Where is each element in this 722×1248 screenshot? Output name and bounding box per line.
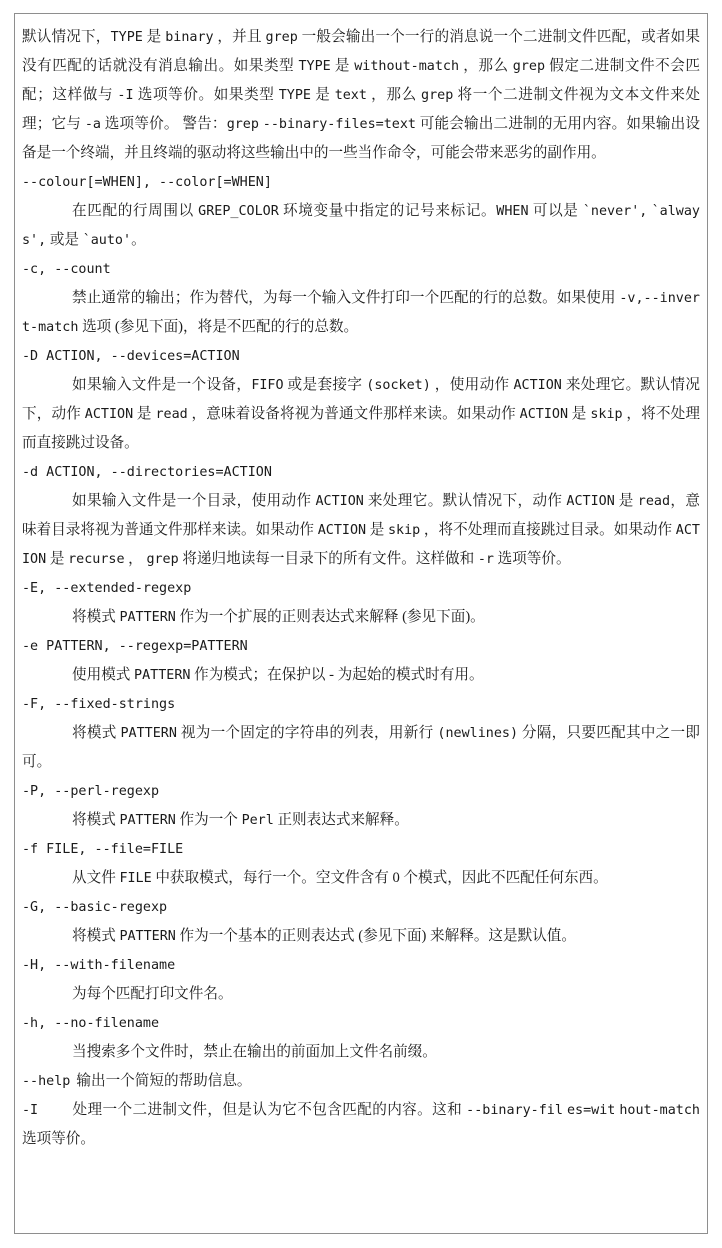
option-header-directories: -d ACTION, --directories=ACTION [22, 465, 272, 480]
option-header-perl-regexp: -P, --perl-regexp [22, 784, 160, 799]
inline-code: FILE [119, 871, 152, 886]
option-inline-help [22, 1067, 700, 1096]
option-description-colour: 在匹配的行周围以 GREP_COLOR 环境变量中指定的记号来标记。WHEN 可以是 `never', `always', 或是 `auto'。 [22, 203, 700, 248]
inline-code: text [334, 88, 367, 103]
inline-code: PATTERN [119, 610, 176, 625]
option-description-no-filename: 当搜索多个文件时，禁止在输出的前面加上文件名前缀。 [72, 1044, 437, 1060]
option-header-count: -c, --count [22, 262, 111, 277]
inline-code: grep [146, 552, 179, 567]
inline-code: ACTION [315, 494, 364, 509]
inline-code: Perl [241, 813, 274, 828]
inline-code: PATTERN [119, 813, 176, 828]
option-description-basic-regexp: 将模式 PATTERN 作为一个基本的正则表达式 (参见下面) 来解释。这是默认值。 [72, 928, 576, 944]
inline-code: recurse [68, 552, 125, 567]
inline-code: binary [165, 30, 214, 45]
option-description-regexp: 使用模式 PATTERN 作为模式；在保护以 - 为起始的模式时有用。 [72, 667, 484, 683]
inline-code: WHEN [496, 204, 529, 219]
inline-code: `auto' [82, 233, 132, 248]
inline-code: --binary-files=text [262, 117, 416, 132]
inline-code: PATTERN [120, 726, 177, 741]
option-header-regexp: -e PATTERN, --regexp=PATTERN [22, 639, 248, 654]
option-description-perl-regexp: 将模式 PATTERN 作为一个 Perl 正则表达式来解释。 [72, 812, 409, 828]
option-description-devices: 如果输入文件是一个设备，FIFO 或是套接字 (socket) ，使用动作 ACTION 来处理它。默认情况下，动作 ACTION 是 read ，意味着设备将视为普通文件那样来读。如果动作 ACTION 是 skip ，将不处理而直接跳过设备。 [22, 377, 700, 451]
paragraph-binary-files: 默认情况下，TYPE 是 binary ，并且 grep 一般会输出一个一行的消息说一个二进制文件匹配，或者如果没有匹配的话就没有消息输出。如果类型 TYPE 是 without-match ，那么 grep 假定二进制文件不会匹配；这样做与 -I 选项等价。如果类型 TYPE 是 text ，那么 grep 将一个二进制文件视为文本文件来处理；它与 -a 选项等价。 警告：grep --binary-files=text 可能会输出二进制的无用内容。如果输出设备是一个终端，并且终端的驱动将这些输出中的一些当作命令，可能会带来恶劣的副作用。 [22, 29, 701, 161]
inline-code: ACTION [566, 494, 615, 509]
option-header-no-filename: -h, --no-filename [22, 1016, 160, 1031]
inline-code: (socket) [366, 378, 431, 393]
inline-code: without-match [354, 59, 460, 74]
inline-code: PATTERN [134, 668, 191, 683]
option-description-directories: 如果输入文件是一个目录，使用动作 ACTION 来处理它。默认情况下，动作 ACTION 是 read，意味着目录将视为普通文件那样来读。如果动作 ACTION 是 skip ，将不处理而直接跳过目录。如果动作 ACTION 是 recurse ， grep 将递归地读每一目录下的所有文件。这样做和 -r 选项等价。 [22, 493, 700, 567]
option-description-count: 禁止通常的输出；作为替代，为每一个输入文件打印一个匹配的行的总数。如果使用 -v,--invert-match 选项 (参见下面)，将是不匹配的行的总数。 [22, 290, 700, 335]
option-description-file: 从文件 FILE 中获取模式，每行一个。空文件含有 0 个模式，因此不匹配任何东西。 [72, 870, 608, 886]
option-header-file: -f FILE, --file=FILE [22, 842, 184, 857]
inline-code: ACTION [22, 523, 700, 567]
inline-code: ACTION [317, 523, 367, 538]
option-description-fixed-strings: 将模式 PATTERN 视为一个固定的字符串的列表，用新行 (newlines) 分隔，只要匹配其中之一即可。 [22, 725, 700, 770]
inline-code: grep [421, 88, 454, 103]
document-body [15, 14, 707, 1154]
document-page-frame [14, 13, 708, 1234]
option-flag-capital-i: -I [22, 1103, 39, 1118]
inline-code: `never', [582, 204, 648, 219]
inline-code: (newlines) [437, 726, 519, 741]
inline-code: ACTION [513, 378, 562, 393]
option-header-extended-regexp: -E, --extended-regexp [22, 581, 192, 596]
option-header-devices: -D ACTION, --devices=ACTION [22, 349, 240, 364]
inline-code: read [637, 494, 671, 509]
option-description-capital-i: 处理一个二进制文件，但是认为它不包含匹配的内容。这和 --binary-fil es=wit hout-match 选项等价。 [22, 1102, 700, 1147]
option-header-basic-regexp: -G, --basic-regexp [22, 900, 168, 915]
inline-code: skip [590, 407, 623, 422]
inline-code: FIFO [251, 378, 284, 393]
option-description-extended-regexp: 将模式 PATTERN 作为一个扩展的正则表达式来解释 (参见下面)。 [72, 609, 485, 625]
inline-code: ACTION [84, 407, 134, 422]
option-description-with-filename: 为每个匹配打印文件名。 [72, 986, 233, 1002]
inline-code: --binary-fil [466, 1103, 563, 1118]
inline-code: PATTERN [119, 929, 176, 944]
option-header-fixed-strings: -F, --fixed-strings [22, 697, 176, 712]
inline-code: es=wit [566, 1103, 616, 1118]
inline-code: -v,--invert-match [22, 291, 700, 335]
inline-code: TYPE [110, 30, 143, 45]
option-description-help: 输出一个简短的帮助信息。 [76, 1073, 252, 1089]
inline-code: TYPE [278, 88, 311, 103]
inline-code: skip [388, 523, 421, 538]
inline-code: GREP_COLOR [198, 204, 279, 219]
inline-code: -a [84, 117, 101, 132]
inline-code: ACTION [519, 407, 569, 422]
option-inline-capital-i [22, 1096, 700, 1154]
inline-code: grep [226, 117, 259, 132]
inline-code: hout-match [619, 1103, 700, 1118]
inline-code: grep [512, 59, 546, 74]
inline-code: grep [265, 30, 298, 45]
option-flag-help: --help [22, 1074, 71, 1089]
option-header-with-filename: -H, --with-filename [22, 958, 176, 973]
inline-code: read [155, 407, 188, 422]
inline-code: -r [477, 552, 494, 567]
option-header-colour: --colour[=WHEN], --color[=WHEN] [22, 175, 272, 190]
inline-code: `always', [22, 204, 700, 248]
inline-code: TYPE [298, 59, 331, 74]
inline-code: -I [117, 88, 134, 103]
